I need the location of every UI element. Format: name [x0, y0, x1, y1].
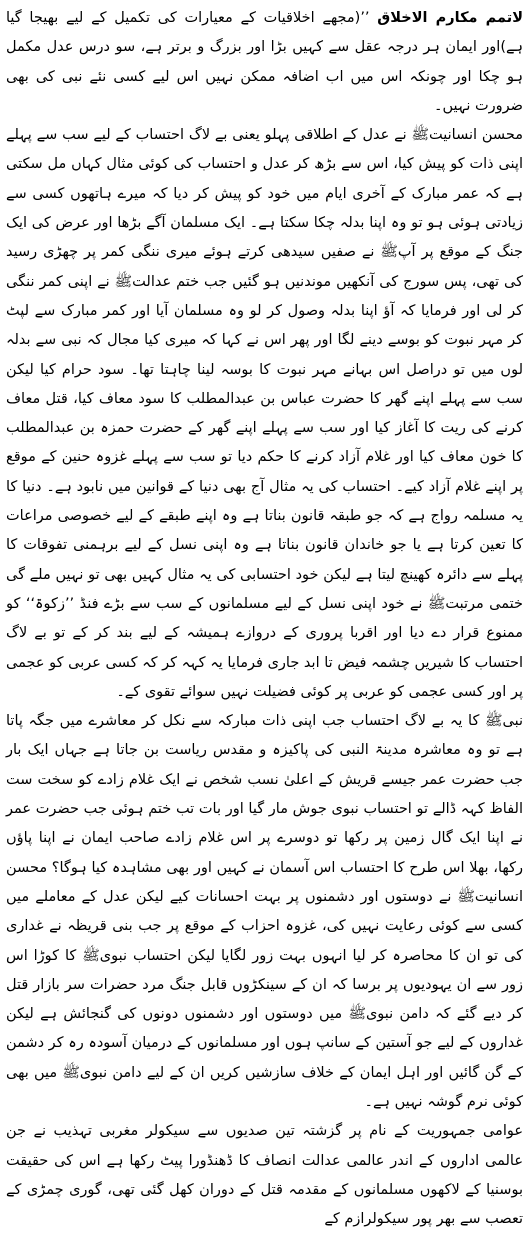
paragraph-text: ’’(مجھے اخلاقیات کے معیارات کی تکمیل کے لیے بھیجا گیا ہے)اور ایمان ہر درجہ عقل سے کہیں بڑا اور بزرگ و برتر ہے، سو درس عدل مکمل ہو چکا اور چونکہ اس میں اب اضافہ ممکن نہیں اس لیے کسی نئے نبی کی بھی ضرورت نہیں۔: [6, 10, 523, 114]
paragraph-modern-democracy: عوامی جمہوریت کے نام پر گزشتہ تین صدیوں سے سیکولر مغربی تہذیب نے جن عالمی اداروں کے اندر عالمی عدالت انصاف کا ڈھنڈورا پیٹ رکھا ہے اس کی حقیقت بوسنیا کے لاکھوں مسلمانوں کے مقدمہ قتل کے دوران کھل گئی تھی، گوری چمڑی کے تعصب سے بھر پور سیکولرازم کے: [6, 1123, 523, 1228]
paragraph-self-accountability: محسن انسانیتﷺ نے عدل کے اطلاقی پہلو یعنی بے لاگ احتساب کے لیے سب سے پہلے اپنی ذات کو پیش کیا، اس سے بڑھ کر عدل و احتساب کی کوئی مثال کہاں مل سکتی ہے کہ عمر مبارک کے آخری ایام میں خود کو پیش کر دیا کہ میرے ہاتھوں کسی سے زیادتی ہوئی ہو تو وہ اپنا بدلہ چکا سکتا ہے۔ ایک مسلمان آگے بڑھا اور عرض کی ایک جنگ کے موقع پر آپﷺ نے صفیں سیدھی کرتے ہوئے میری ننگی کمر پر چھڑی رسید کی تھی، پس سورج کی آنکھیں موندنیں ہو گئیں جب ختم عدالتﷺ نے اپنی کمر ننگی کر لی اور فرمایا کہ آؤ اپنا بدلہ وصول کر لو وہ مسلمان آیا اور کمر مبارک سے لپٹ کر مہر نبوت کو بوسے دینے لگا اور پھر اس نے کہا کہ میری کیا مجال کہ نبی سے بدلہ لوں میں تو دراصل اس بہانے مہر نبوت کا بوسہ لینا چاہتا تھا۔ سود حرام کیا لیکن سب سے پہلے اپنے گھر کا حضرت عباس بن عبدالمطلب کا سود معاف کیا، قتل معاف کرنے کی ریت کا آغاز کیا اور سب سے پہلے اپنے گھر کے حضرت حمزہ بن عبدالمطلب کا خون معاف کیا اور غلام آزاد کرنے کا حکم دیا تو سب سے پہلے غزوہ حنین کے موقع پر اپنے غلام آزاد کیے۔ احتساب کی یہ مثال آج بھی دنیا کے قوانین میں نابود ہے۔ دنیا کا یہ مسلمہ رواج ہے کہ جو طبقہ قانون بناتا ہے وہ اپنے طبقے کے لیے خصوصی مراعات کا تعین کرتا ہے یا جو خاندان قانون بناتا ہے وہ اپنی نسل کے لیے برہمنی تفوقات کا پہلے سے دائرہ کھینچ لیتا ہے لیکن خود احتسابی کی یہ مثال کہیں بھی تو نہیں ملے گی ختمی مرتبتﷺ نے خود اپنی نسل کے لیے مسلمانوں کے سب سے بڑے فنڈ ’’زکوۃ‘‘ کو ممنوع قرار دے دیا اور اقربا پروری کے دروازے ہمیشہ کے لیے بند کر کے تو بے لاگ احتساب کا شیریں چشمہ فیض تا ابد جاری فرمایا یہ کہہ کر کہ کسی عربی کو عجمی پر اور کسی عجمی کو عربی پر کوئی فضیلت نہیں سوائے تقوی کے۔: [6, 127, 523, 700]
paragraph-intro: [6, 4, 523, 121]
paragraph-madinah-justice: نبیﷺ کا یہ بے لاگ احتساب جب اپنی ذات مبارکہ سے نکل کر معاشرے میں جگہ پاتا ہے تو وہ معاشرہ مدینۃ النبی کی پاکیزہ و مقدس ریاست بن جاتا ہے جہاں ایک بار جب حضرت عمر جیسے قریش کے اعلیٰ نسب شخص نے ایک غلام زادے کو سخت ست الفاظ کہہ ڈالے تو احتساب نبوی جوش مار گیا اور بات تب ختم ہوئی جب حضرت عمر نے اپنا ایک گال زمین پر رکھا تو دوسرے پر اس غلام زادے صاحب ایمان نے اپنا پاؤں رکھا، بھلا اس طرح کا احتساب اس آسمان نے کہیں اور بھی مشاہدہ کیا ہوگا؟ محسن انسانیتﷺ نے دوستوں اور دشمنوں پر بہت احسانات کیے لیکن عدل کے معاملے میں کسی سے کوئی رعایت نہیں کی، غزوہ احزاب کے موقع پر جب بنی قریظہ نے غداری کی تو ان کا محاصرہ کر لیا انہوں بہت زور لگایا لیکن احتساب نبویﷺ کا کوڑا اس زور سے ان یہودیوں پر برسا کہ ان کے سینکڑوں قابل جنگ مرد حضرات سر بازار قتل کر دیے گئے کہ دامن نبویﷺ میں دوستوں اور دشمنوں دونوں کی گنجائش ہے لیکن غداروں کے لیے جو آستین کے سانپ ہوں اور مسلمانوں کے درمیان آسودہ رہ کر دشمن کے گن گائیں اور اہل ایمان کے خلاف سازشیں کریں ان کے لیے دامن نبویﷺ میں بھی کوئی نرم گوشہ نہیں ہے۔: [6, 713, 523, 1110]
section-heading: لاتمم مکارم الاخلاق: [377, 10, 523, 26]
